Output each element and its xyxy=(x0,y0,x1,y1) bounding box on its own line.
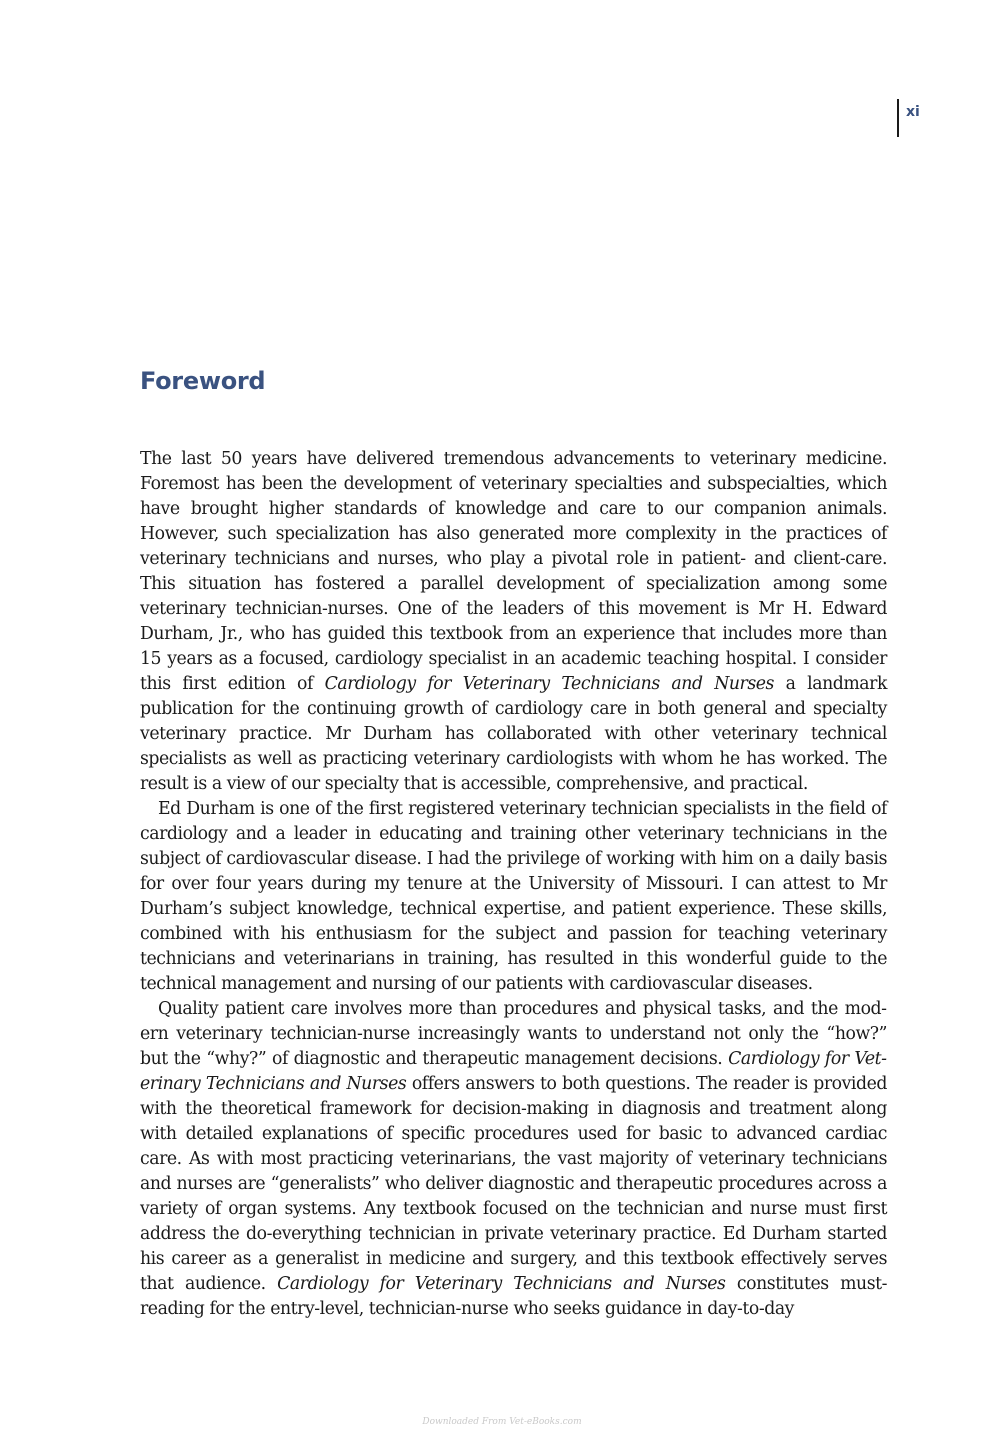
text-run: Quality patient care involves more than procedures and physical tasks, and the modern veterinary technician-nurse increasingly wants to understand not only the “how?” but the “why?” of diagnostic and therapeutic management decisions. xyxy=(140,999,887,1069)
paragraph-2 xyxy=(140,797,887,997)
page-number-rule xyxy=(897,99,899,137)
text-run: a landmark publication for the continuing growth of cardiology care in both general and specialty veterinary practice. Mr Durham has collaborated with other veterinary technical specialists as well as practicing veterinary cardiologists with whom he has worked. The result is a view of our specialty that is accessible, comprehensive, and practical. xyxy=(140,674,887,794)
book-title-italic: Cardiology for Veterinary Technicians and Nurses xyxy=(277,1274,726,1294)
page-title: Foreword xyxy=(140,367,266,395)
text-run: constitutes must-reading for the entry-level, technician-nurse who seeks guidance in day-to-day xyxy=(140,1274,887,1319)
text-run: offers answers to both questions. The reader is provided with the theoretical framework for decision-making in diagnosis and treatment along with detailed explanations of specific procedures used for basic to advanced cardiac care. As with most practicing veterinarians, the vast majority of veterinary technicians and nurses are “generalists” who deliver diagnostic and therapeutic procedures across a variety of organ systems. Any textbook focused on the technician and nurse must first address the do-everything technician in private veterinary practice. Ed Durham started his career as a generalist in medicine and surgery, and this textbook effectively serves that audience. xyxy=(140,1074,888,1294)
page-number: xi xyxy=(906,104,920,120)
body-text xyxy=(140,447,887,1322)
book-title-italic: Cardiology for Veterinary Technicians and Nurses xyxy=(140,1049,887,1094)
paragraph-1 xyxy=(140,447,887,797)
paragraph-3 xyxy=(140,997,887,1322)
watermark: Downloaded From Vet-eBooks.com xyxy=(422,1417,582,1427)
text-run: The last 50 years have delivered tremendous advancements to veterinary medicine. Foremost has been the development of veterinary specialties and subspecialties, which have brought higher standards of knowledge and care to our companion animals. However, such specialization has also generated more complexity in the practices of veterinary technicians and nurses, who play a pivotal role in patient- and client-care. This situation has fostered a parallel development of specialization among some veterinary technician-nurses. One of the leaders of this movement is Mr H. Edward Durham, Jr., who has guided this textbook from an experience that includes more than 15 years as a focused, cardiology specialist in an academic teaching hospital. I consider this first edition of xyxy=(140,449,887,694)
text-run: Ed Durham is one of the first registered veterinary technician specialists in the field of cardiology and a leader in educating and training other veterinary technicians in the subject of cardiovascular disease. I had the privilege of working with him on a daily basis for over four years during my tenure at the University of Missouri. I can attest to Mr Durham’s subject knowledge, technical expertise, and patient experience. These skills, combined with his enthusiasm for the subject and passion for teaching veterinary technicians and veterinarians in training, has resulted in this wonderful guide to the technical management and nursing of our patients with cardiovascular diseases. xyxy=(140,799,887,994)
book-title-italic: Cardiology for Veterinary Technicians and Nurses xyxy=(324,674,774,694)
